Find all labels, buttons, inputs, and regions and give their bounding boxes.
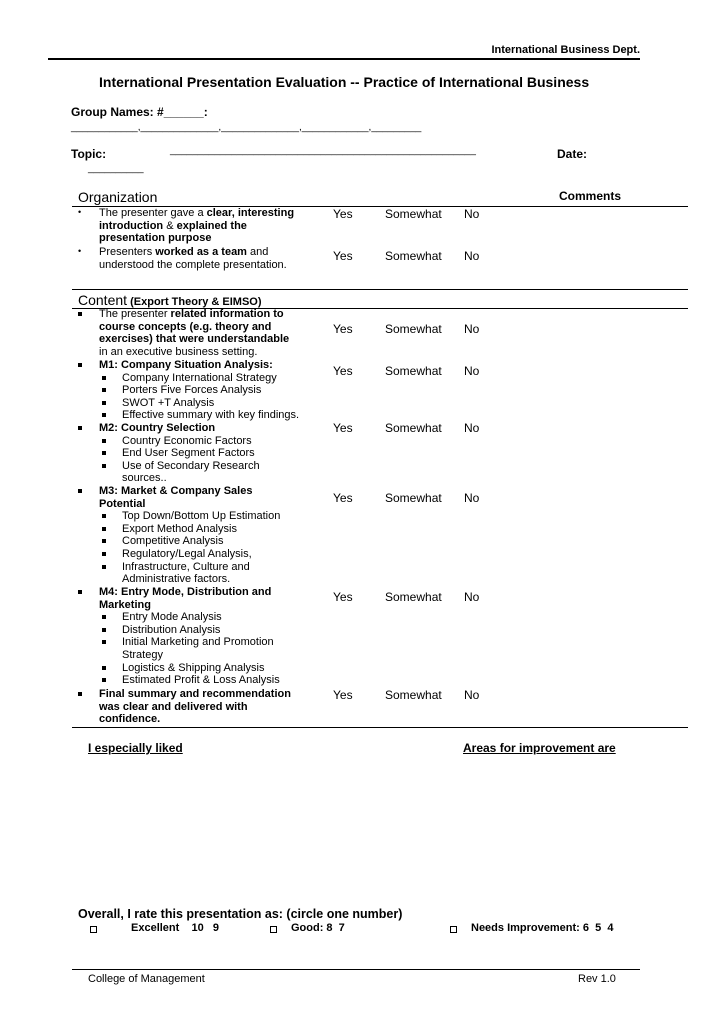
item-text: explained the (176, 219, 247, 232)
rating-somewhat: Somewhat (385, 207, 442, 221)
item-text-line (99, 422, 215, 434)
item-bullet-icon: • (78, 246, 82, 256)
rating-no: No (464, 491, 480, 505)
rating-no: No (464, 249, 480, 263)
sub-bullet-icon (102, 464, 106, 468)
item-text-line (99, 246, 268, 258)
rating-yes: Yes (333, 491, 353, 505)
item-text: course concepts (e.g. theory and (99, 320, 272, 333)
item-text-line (99, 599, 151, 611)
rating-yes: Yes (333, 421, 353, 435)
checkbox-excellent[interactable] (90, 926, 97, 933)
sub-item-text: Effective summary with key findings. (122, 409, 300, 422)
item-text: and (246, 246, 269, 258)
rating-somewhat: Somewhat (385, 421, 442, 435)
item-bullet-icon: • (78, 207, 82, 217)
item-text: Potential (99, 497, 146, 510)
sub-item-text: Administrative factors. (122, 573, 231, 586)
comments-heading: Comments (559, 189, 622, 203)
footer-right: Rev 1.0 (578, 973, 616, 985)
date-label: Date: (557, 147, 588, 161)
rating-somewhat: Somewhat (385, 322, 442, 336)
item-text-line (99, 688, 291, 700)
footer-rule (72, 969, 640, 970)
sub-item-text: Competitive Analysis (122, 535, 224, 548)
rating-somewhat: Somewhat (385, 364, 442, 378)
item-text: understood the complete presentation. (99, 258, 287, 271)
item-text-line (99, 346, 257, 358)
content-heading-sub: (Export Theory & EIMSO) (130, 296, 262, 308)
sub-item-text: sources.. (122, 472, 167, 485)
option-needs-improvement: Needs Improvement: 6 5 4 (471, 922, 614, 934)
sub-item-text: Country Economic Factors (122, 434, 252, 447)
checkbox-needs-improvement[interactable] (450, 926, 457, 933)
item-text: M3: Market & Company Sales (99, 485, 253, 497)
rating-no: No (464, 590, 480, 604)
item-text: confidence. (99, 713, 161, 726)
item-text: worked as a team (155, 246, 247, 258)
item-text-line (99, 586, 271, 598)
sub-bullet-icon (102, 565, 106, 569)
org-bottom-rule (72, 289, 688, 290)
item-text: was clear and delivered with (99, 700, 248, 713)
sub-item-text: Porters Five Forces Analysis (122, 384, 262, 397)
item-text-line (99, 259, 287, 271)
item-text: in an executive business setting. (99, 345, 258, 358)
rating-somewhat: Somewhat (385, 590, 442, 604)
sub-item-text: Regulatory/Legal Analysis, (122, 548, 252, 560)
item-text-line (99, 232, 211, 244)
item-text-line (99, 207, 294, 219)
liked-heading: I especially liked (88, 741, 183, 755)
overall-label: Overall, I rate this presentation as: (circle one number) (78, 907, 403, 921)
sub-bullet-icon (102, 451, 106, 455)
rating-yes: Yes (333, 688, 353, 702)
group-names-line: ____________,______________,______________,____________,_________ (71, 122, 422, 133)
item-text: M1: Company Situation Analysis: (99, 359, 273, 371)
sub-item-text: Company International Strategy (122, 371, 277, 384)
item-text: clear, interesting (206, 207, 295, 219)
item-text-line (99, 333, 289, 345)
sub-bullet-icon (102, 615, 106, 619)
topic-label: Topic: (71, 147, 107, 161)
item-text: presentation purpose (99, 232, 212, 245)
content-heading-title: Content (78, 292, 128, 308)
rating-somewhat: Somewhat (385, 249, 442, 263)
content-bottom-rule (72, 727, 688, 728)
item-text: & (163, 219, 177, 232)
topic-line: _______________________________________________________ (170, 145, 476, 156)
group-names-label: Group Names: #______: (71, 105, 208, 119)
date-line: __________ (88, 163, 144, 174)
item-text: The presenter (99, 308, 171, 320)
sub-bullet-icon (102, 376, 106, 380)
item-text-line (99, 713, 160, 725)
sub-bullet-icon (102, 539, 106, 543)
sub-item-text: SWOT +T Analysis (122, 396, 215, 409)
item-text: M2: Country Selection (99, 422, 216, 434)
page-title: International Presentation Evaluation -- Practice of International Business (99, 74, 590, 90)
checkbox-good[interactable] (270, 926, 277, 933)
sub-bullet-icon (102, 527, 106, 531)
sub-bullet-icon (102, 552, 106, 556)
item-text-line (99, 321, 271, 333)
item-text-line (99, 359, 273, 371)
sub-bullet-icon (102, 678, 106, 682)
item-text-line (99, 308, 284, 320)
item-bullet-icon (78, 426, 82, 430)
sub-item-text: Top Down/Bottom Up Estimation (122, 510, 281, 523)
item-text: exercises) that were understandable (99, 333, 290, 346)
sub-item-text: Initial Marketing and Promotion (122, 636, 274, 649)
item-text-line (99, 498, 145, 510)
improvement-heading: Areas for improvement are (463, 741, 616, 755)
rating-yes: Yes (333, 322, 353, 336)
item-text-line (99, 485, 252, 497)
item-text: Marketing (99, 598, 151, 611)
sub-item-text: Distribution Analysis (122, 623, 221, 636)
sub-item-text: Estimated Profit & Loss Analysis (122, 674, 280, 687)
item-text: related information to (170, 308, 284, 320)
sub-item-text: Logistics & Shipping Analysis (122, 661, 265, 674)
option-good: Good: 8 7 (291, 922, 345, 934)
sub-item-text: Use of Secondary Research (122, 459, 260, 472)
item-bullet-icon (78, 590, 82, 594)
sub-item-text: End User Segment Factors (122, 447, 255, 460)
option-excellent: Excellent 10 9 (131, 922, 220, 934)
item-bullet-icon (78, 363, 82, 367)
rating-yes: Yes (333, 364, 353, 378)
item-bullet-icon (78, 692, 82, 696)
rating-no: No (464, 688, 480, 702)
sub-item-text: Infrastructure, Culture and (122, 560, 250, 573)
sub-bullet-icon (102, 388, 106, 392)
sub-bullet-icon (102, 401, 106, 405)
item-bullet-icon (78, 489, 82, 493)
rating-no: No (464, 364, 480, 378)
rating-yes: Yes (333, 207, 353, 221)
rating-yes: Yes (333, 590, 353, 604)
header-rule (48, 58, 640, 60)
sub-item-text: Entry Mode Analysis (122, 611, 222, 624)
item-text: M4: Entry Mode, Distribution and (99, 586, 272, 598)
rating-no: No (464, 421, 480, 435)
rating-no: No (464, 207, 480, 221)
sub-bullet-icon (102, 628, 106, 632)
rating-somewhat: Somewhat (385, 491, 442, 505)
sub-bullet-icon (102, 666, 106, 670)
sub-bullet-icon (102, 413, 106, 417)
item-text: The presenter gave a (99, 207, 207, 219)
rating-no: No (464, 322, 480, 336)
item-text-line (99, 701, 248, 713)
organization-heading: Organization (78, 189, 158, 205)
item-bullet-icon (78, 312, 82, 316)
item-text: Presenters (99, 246, 156, 258)
sub-bullet-icon (102, 640, 106, 644)
sub-item-text: Strategy (122, 649, 163, 661)
rating-somewhat: Somewhat (385, 688, 442, 702)
footer-left: College of Management (88, 973, 205, 985)
sub-bullet-icon (102, 439, 106, 443)
sub-item-text: Export Method Analysis (122, 522, 237, 535)
rating-yes: Yes (333, 249, 353, 263)
item-text: Final summary and recommendation (99, 688, 291, 700)
content-heading (78, 292, 262, 308)
item-text-line (99, 220, 247, 232)
sub-bullet-icon (102, 514, 106, 518)
item-text: introduction (99, 219, 164, 232)
header-dept: International Business Dept. (491, 44, 640, 56)
